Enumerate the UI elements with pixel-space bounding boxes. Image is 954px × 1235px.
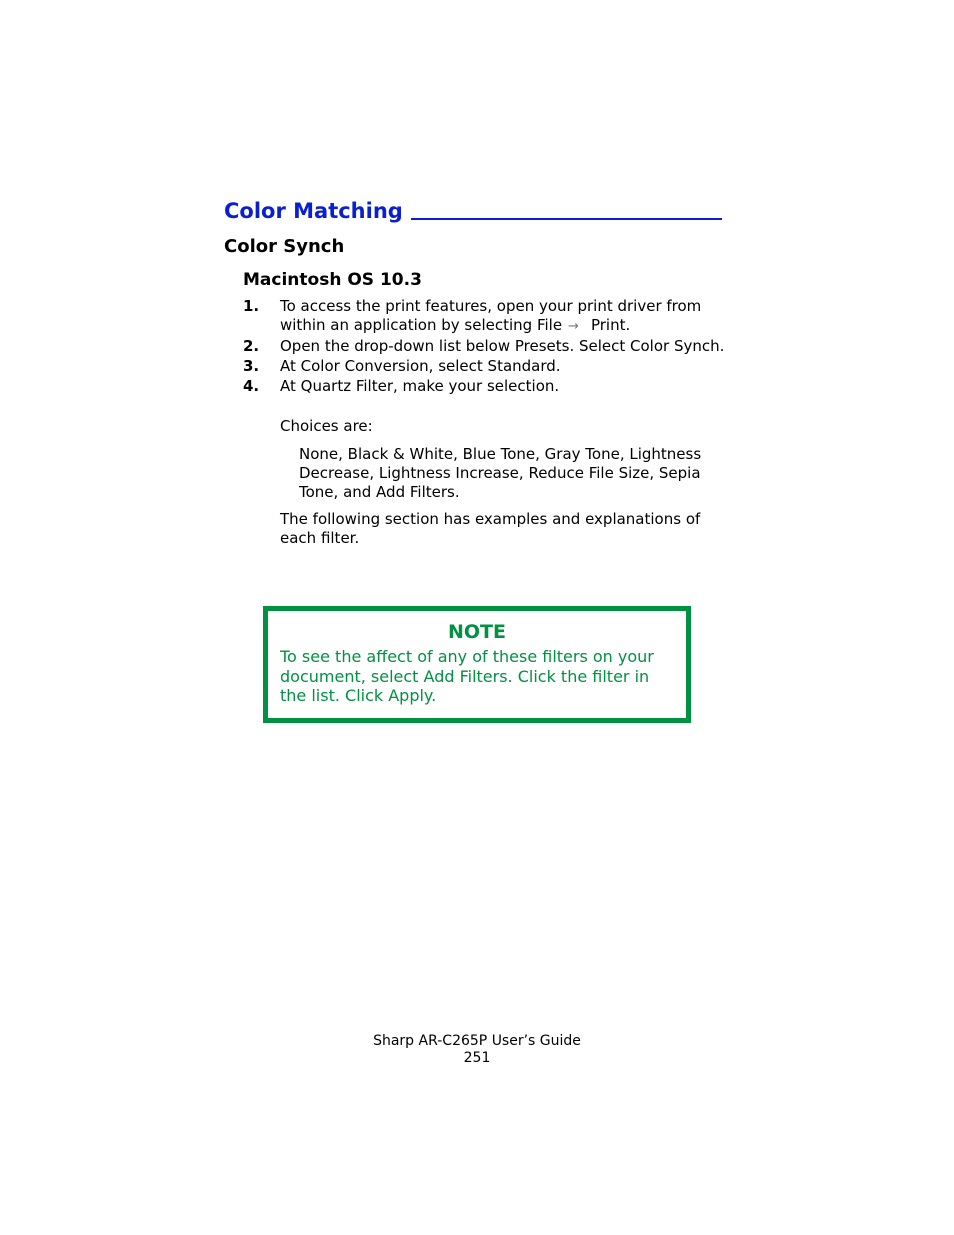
choices-label: Choices are:: [280, 417, 373, 435]
step-number: 2.: [243, 337, 260, 355]
step-item: [243, 357, 733, 376]
guide-name: Sharp AR-C265P User’s Guide: [373, 1033, 581, 1049]
step-number: 4.: [243, 377, 260, 395]
subheading: Color Synch: [224, 236, 345, 257]
following-text: The following section has examples and explanations of each filter.: [280, 510, 701, 547]
step-text-after: Print.: [590, 316, 631, 334]
page-title-text: Color Matching: [224, 199, 403, 223]
right-arrow-icon: →: [568, 319, 579, 334]
steps-list: [243, 297, 733, 397]
choices-list: None, Black & White, Blue Tone, Gray Tone, Lightness Decrease, Lightness Increase, Reduce File Size, Sepia Tone, and Add Filters.: [299, 445, 702, 501]
step-text: Open the drop-down list below Presets. Select Color Synch.: [280, 337, 725, 355]
step-item: [243, 337, 733, 356]
page-number: 251: [463, 1050, 491, 1066]
note-title: NOTE: [448, 621, 506, 643]
note-box: [263, 606, 691, 723]
step-item: [243, 297, 733, 336]
step-text: To access the print features, open your print driver from within an application by selecting File: [280, 297, 702, 334]
note-text: To see the affect of any of these filters on your document, select Add Filters. Click the filter in the list. Click Apply.: [280, 647, 654, 705]
page-title: [224, 196, 734, 226]
section-heading: Macintosh OS 10.3: [243, 270, 422, 290]
step-number: 3.: [243, 357, 260, 375]
step-number: 1.: [243, 297, 260, 315]
step-item: [243, 377, 733, 396]
step-text: At Color Conversion, select Standard.: [280, 357, 561, 375]
step-text: At Quartz Filter, make your selection.: [280, 377, 560, 395]
page-footer: [0, 1033, 954, 1067]
title-rule: [411, 196, 722, 220]
